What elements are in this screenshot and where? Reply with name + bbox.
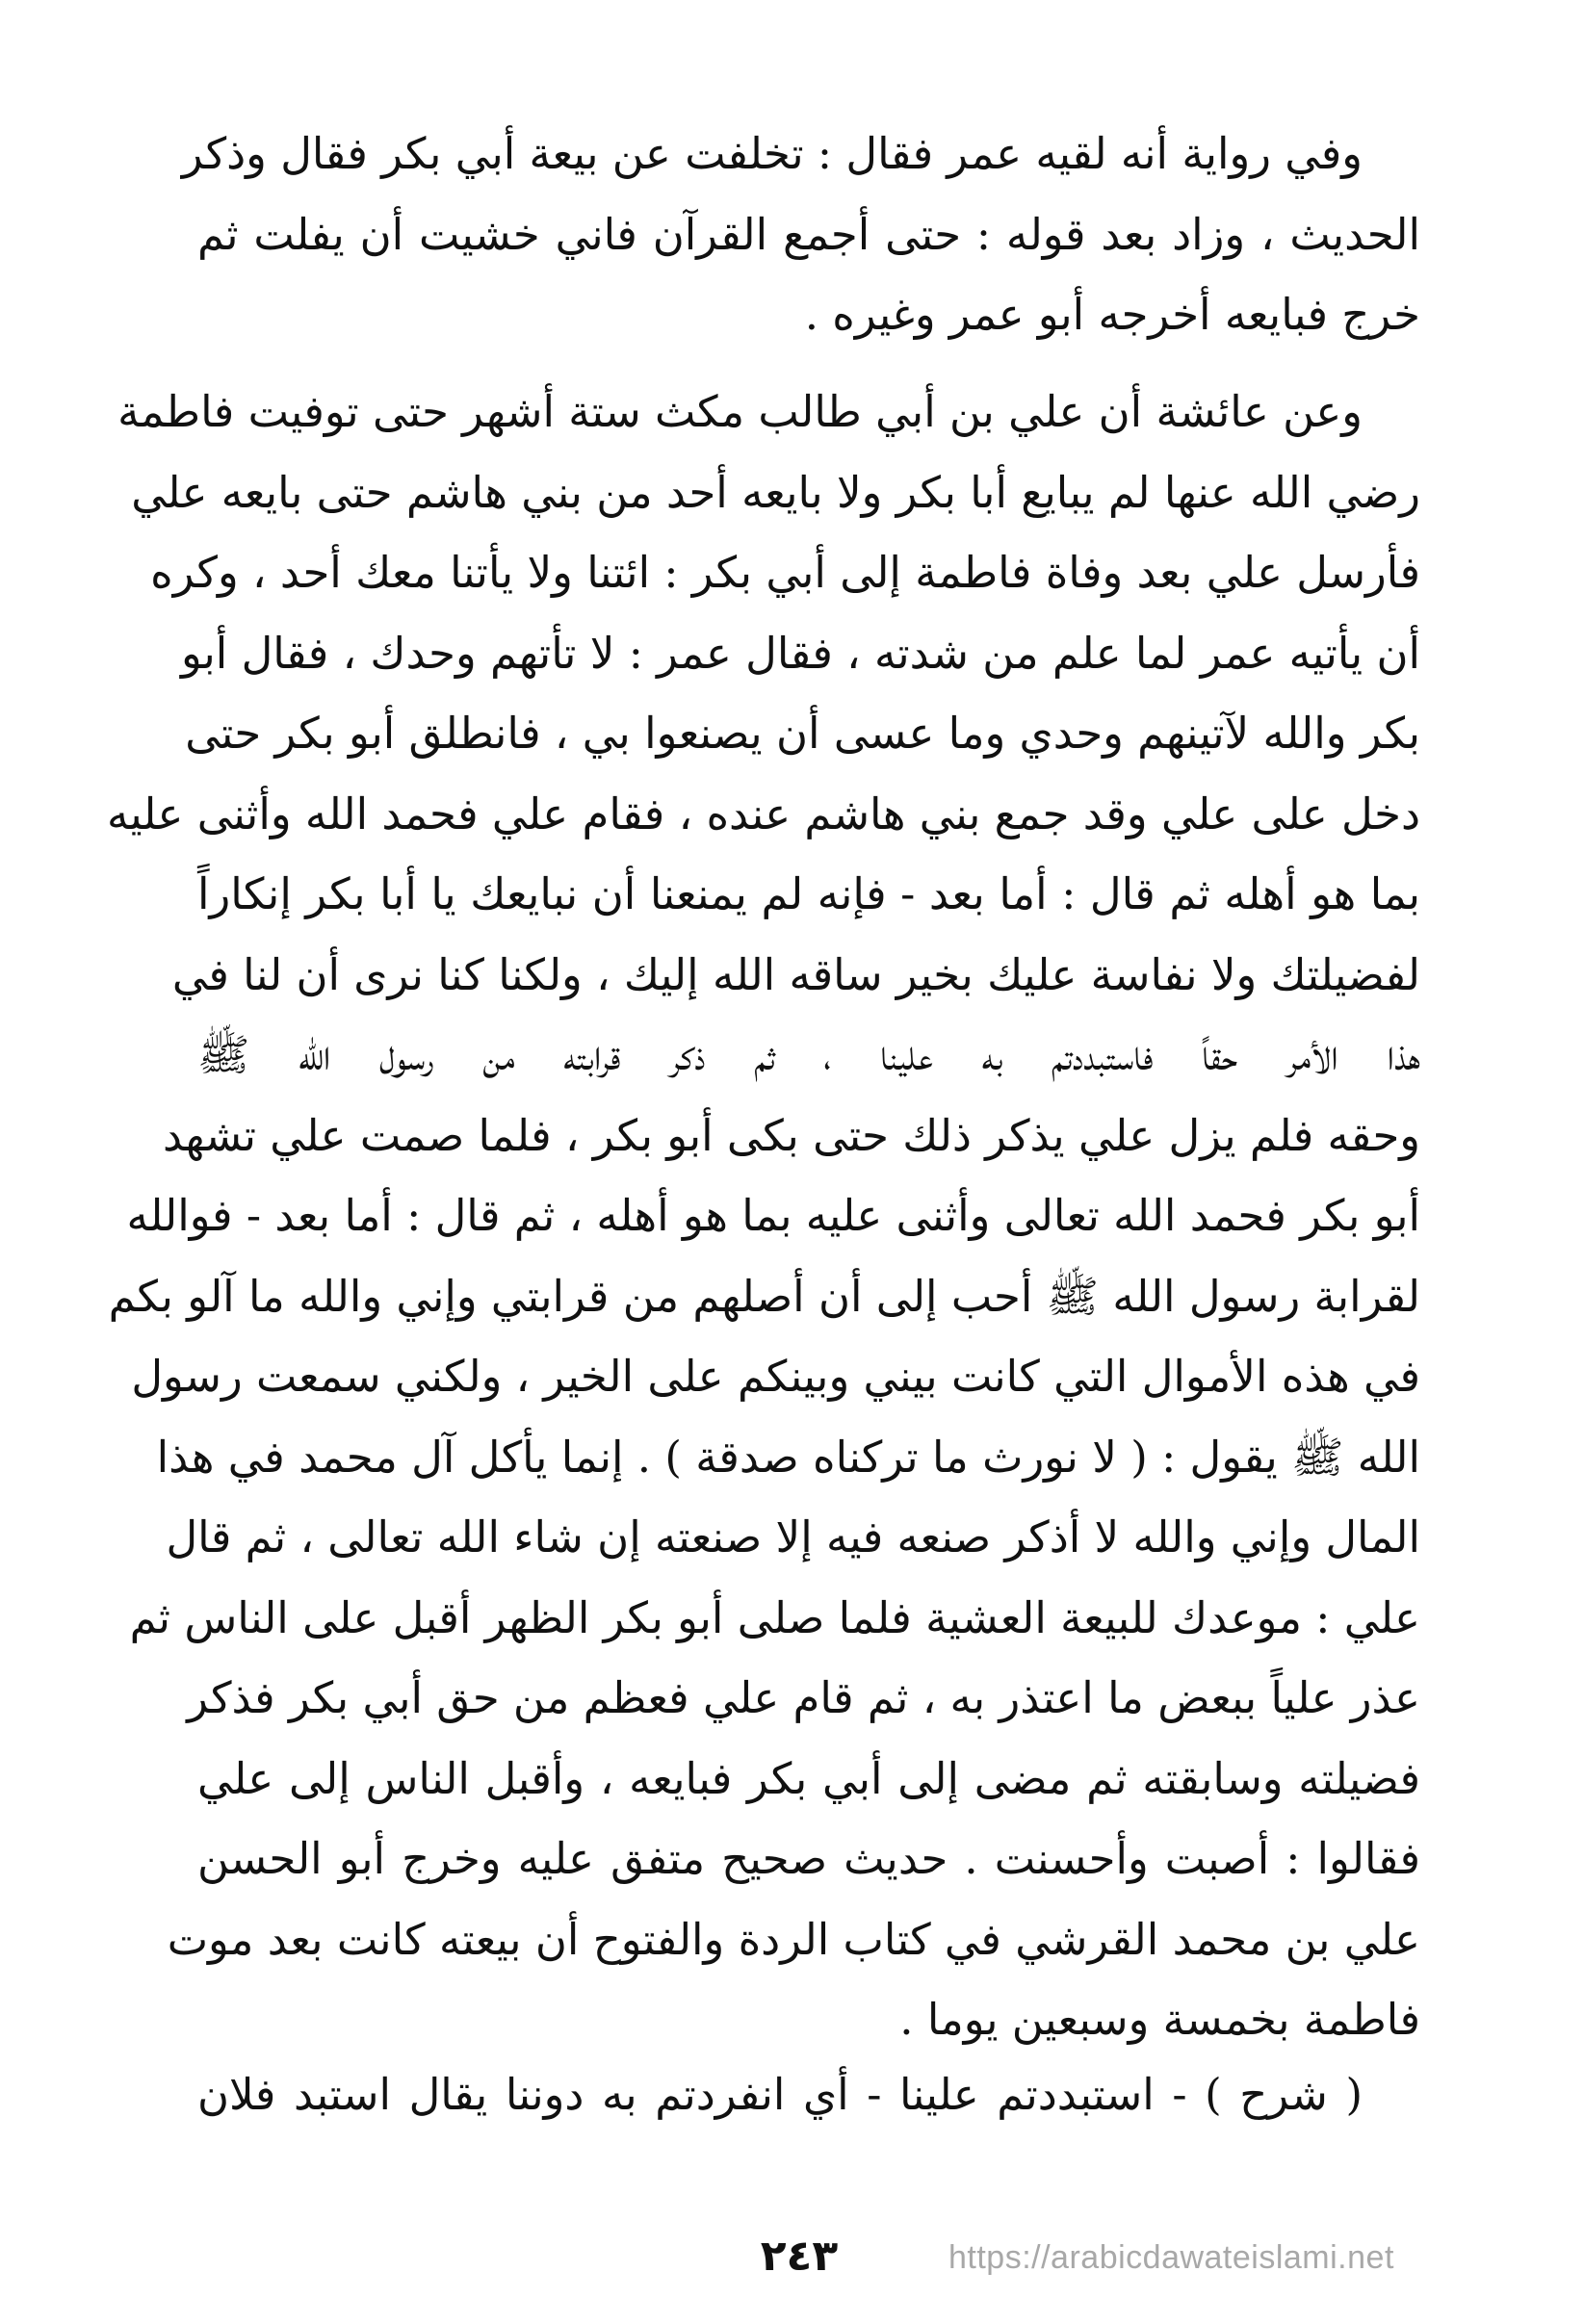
paragraph-line: بما هو أهله ثم قال : أما بعد - فإنه لم يمنعنا أن نبايعك يا أبا بكر إنكاراً [197, 868, 1420, 919]
watermark-url: https://arabicdawateislami.net [948, 2239, 1394, 2276]
paragraph-line: في هذه الأموال التي كانت بيني وبينكم على الخير ، ولكني سمعت رسول [131, 1351, 1420, 1402]
paragraph-line: عذر علياً ببعض ما اعتذر به ، ثم قام علي فعظم من حق أبي بكر فذكر [187, 1672, 1420, 1723]
paragraph-line: فأرسل علي بعد وفاة فاطمة إلى أبي بكر : ائتنا ولا يأتنا معك أحد ، وكره [150, 547, 1420, 598]
paragraph-line: هذا الأمر حقاً فاستبددتم به علينا ، ثم ذكر قرابته من رسول الله ﷺ [197, 1029, 1420, 1080]
paragraph-line: ( شرح ) - استبددتم علينا - أي انفردتم به دوننا يقال استبد فلان [197, 2069, 1363, 2120]
paragraph-line: أن يأتيه عمر لما علم من شدته ، فقال عمر : لا تأتهم وحدك ، فقال أبو [181, 627, 1420, 679]
paragraph-line: لفضيلتك ولا نفاسة عليك بخير ساقه الله إليك ، ولكنا كنا نرى أن لنا في [171, 948, 1420, 1000]
paragraph-line: الله ﷺ يقول : ( لا نورث ما تركناه صدقة ) . إنما يأكل آل محمد في هذا [156, 1431, 1420, 1483]
paragraph-line: دخل على علي وقد جمع بني هاشم عنده ، فقام علي فحمد الله وأثنى عليه [106, 788, 1420, 839]
paragraph-2 [106, 372, 1420, 2060]
paragraph-line: أبو بكر فحمد الله تعالى وأثنى عليه بما هو أهله ، ثم قال : أما بعد - فوالله [126, 1190, 1420, 1241]
paragraph-line: الحديث ، وزاد بعد قوله : حتى أجمع القرآن فاني خشيت أن يفلت ثم [197, 208, 1420, 260]
page-number: ٢٤٣ [760, 2232, 839, 2281]
paragraph-line: وفي رواية أنه لقيه عمر فقال : تخلفت عن بيعة أبي بكر فقال وذكر [181, 128, 1363, 179]
paragraph-line: خرج فبايعه أخرجه أبو عمر وغيره . [804, 289, 1420, 340]
paragraph-line: وحقه فلم يزل علي يذكر ذلك حتى بكى أبو بكر ، فلما صمت علي تشهد [162, 1109, 1420, 1161]
paragraph-1 [181, 114, 1420, 355]
paragraph-line: لقرابة رسول الله ﷺ أحب إلى أن أصلهم من قرابتي وإني والله ما آلو بكم [108, 1270, 1420, 1322]
paragraph-3-commentary [197, 2054, 1420, 2135]
paragraph-line: فقالوا : أصبت وأحسنت . حديث صحيح متفق عليه وخرج أبو الحسن [197, 1833, 1420, 1884]
paragraph-line: علي بن محمد القرشي في كتاب الردة والفتوح أن بيعته كانت بعد موت [167, 1913, 1420, 1965]
paragraph-line: علي : موعدك للبيعة العشية فلما صلى أبو بكر الظهر أقبل على الناس ثم [129, 1591, 1420, 1643]
paragraph-line: رضي الله عنها لم يبايع أبا بكر ولا بايعه أحد من بني هاشم حتى بايعه علي [131, 466, 1420, 518]
paragraph-line: المال وإني والله لا أذكر صنعه فيه إلا صنعته إن شاء الله تعالى ، ثم قال [166, 1511, 1420, 1562]
paragraph-line: وعن عائشة أن علي بن أبي طالب مكث ستة أشهر حتى توفيت فاطمة [117, 386, 1363, 437]
paragraph-line: فضيلته وسابقته ثم مضى إلى أبي بكر فبايعه ، وأقبل الناس إلى علي [197, 1752, 1420, 1804]
paragraph-line: فاطمة بخمسة وسبعين يوما . [899, 1994, 1420, 2045]
paragraph-line: بكر والله لآتينهم وحدي وما عسى أن يصنعوا بي ، فانطلق أبو بكر حتى [185, 708, 1420, 759]
